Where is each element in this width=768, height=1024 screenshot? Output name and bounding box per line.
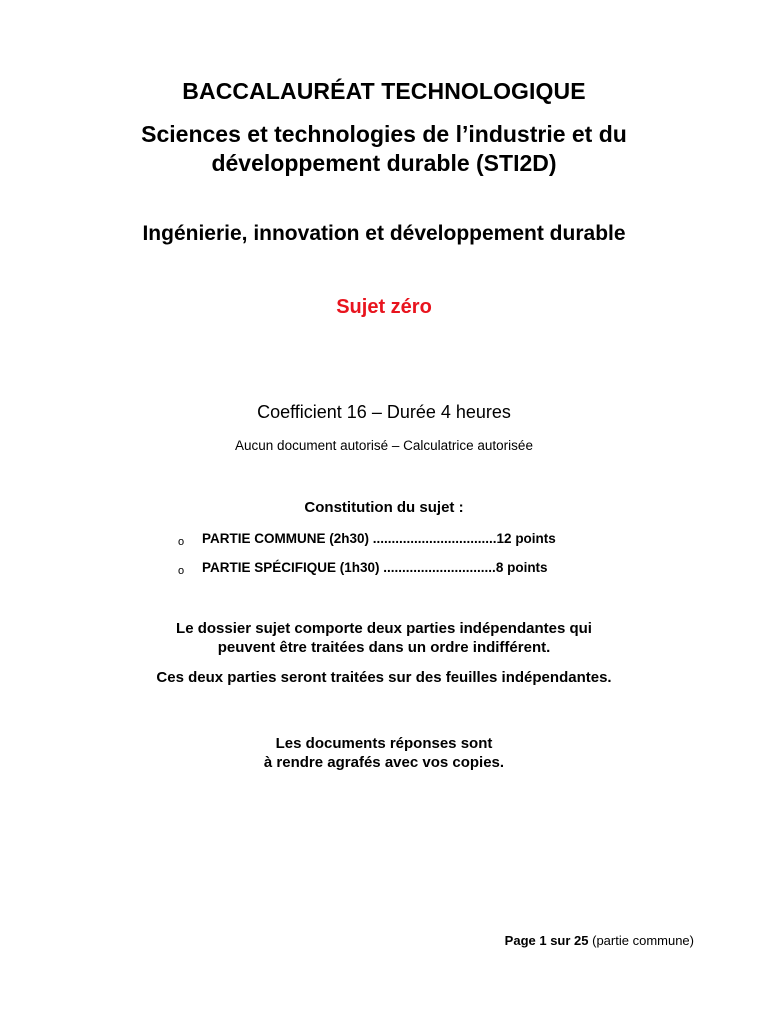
page-section: (partie commune) [592,933,694,948]
documents-line-1: Les documents réponses sont [275,735,493,752]
documents-instructions [0,734,768,772]
part-points: 8 points [495,560,548,575]
materials-allowed: Aucun document autorisé – Calculatrice autorisée [235,438,533,453]
part-label: PARTIE SPÉCIFIQUE (1h30) .............................. [202,560,496,575]
page-footer [505,933,694,948]
series-title-line-1: Sciences et technologies de l’industrie et du [141,121,627,147]
bullet-circle-icon: o [178,536,185,548]
part-points: 12 points [496,531,556,546]
constitution-heading: Constitution du sujet : [304,499,464,516]
part-item-specifique [178,560,548,575]
part-label: PARTIE COMMUNE (2h30) ................................. [202,531,497,546]
page-number: Page 1 sur 25 [504,933,589,948]
dossier-instructions [0,619,768,657]
part-item-commune [178,531,556,546]
sujet-zero-label: Sujet zéro [336,296,432,318]
series-title [0,120,768,178]
exam-title: BACCALAURÉAT TECHNOLOGIQUE [182,78,586,104]
documents-line-2: à rendre agrafés avec vos copies. [263,754,505,771]
bullet-circle-icon: o [178,565,185,577]
subject-title: Ingénierie, innovation et développement durable [142,222,626,245]
coefficient-duration: Coefficient 16 – Durée 4 heures [257,402,511,422]
feuilles-instruction: Ces deux parties seront traitées sur des feuilles indépendantes. [156,669,612,686]
series-title-line-2: développement durable (STI2D) [211,150,557,176]
dossier-line-1: Le dossier sujet comporte deux parties indépendantes qui [176,620,592,637]
dossier-line-2: peuvent être traitées dans un ordre indifférent. [217,639,551,656]
